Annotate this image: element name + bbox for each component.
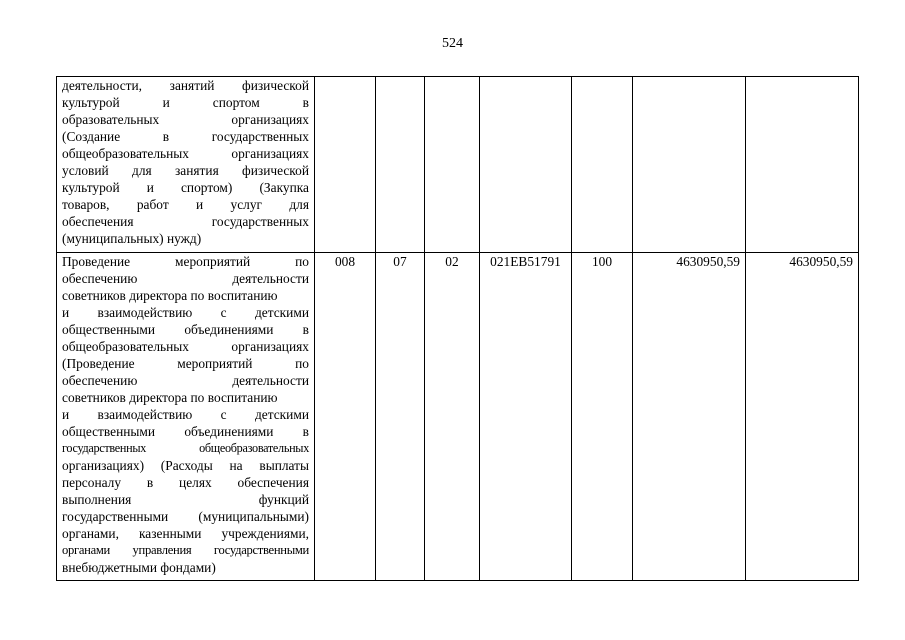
description-line: советников директора по воспитанию	[62, 288, 278, 303]
description-line: общественными объединениями в	[62, 322, 309, 337]
row-description	[57, 253, 315, 581]
section-code: 07	[376, 253, 425, 581]
description-line: персоналу в целях обеспечения	[62, 475, 309, 490]
description-line: обеспечению деятельности	[62, 271, 309, 286]
expense-type-code: 100	[572, 253, 633, 581]
description-line: внебюджетными фондами)	[62, 560, 216, 575]
budget-table	[56, 76, 859, 581]
description-line: органами, казенными учреждениями,	[62, 526, 309, 541]
subsection-code	[425, 77, 480, 253]
description-line: деятельности, занятий физической	[62, 78, 309, 93]
description-line: советников директора по воспитанию	[62, 390, 278, 405]
description-line: общеобразовательных организациях	[62, 339, 309, 354]
description-line: товаров, работ и услуг для	[62, 197, 309, 212]
amount-1	[633, 77, 746, 253]
description-line: общеобразовательных организациях	[62, 146, 309, 161]
table-row	[57, 77, 859, 253]
row-description	[57, 77, 315, 253]
target-article-code	[480, 77, 572, 253]
ministry-code: 008	[315, 253, 376, 581]
description-line: образовательных организациях	[62, 112, 309, 127]
description-line: органами управления государственными	[62, 543, 309, 557]
description-line: и взаимодействию с детскими	[62, 305, 309, 320]
description-line: (муниципальных) нужд)	[62, 231, 202, 246]
ministry-code	[315, 77, 376, 253]
expense-type-code	[572, 77, 633, 253]
subsection-code: 02	[425, 253, 480, 581]
description-line: организациях) (Расходы на выплаты	[62, 458, 309, 473]
amount-1: 4630950,59	[633, 253, 746, 581]
amount-2: 4630950,59	[746, 253, 859, 581]
description-line: общественными объединениями в	[62, 424, 309, 439]
description-line: обеспечению деятельности	[62, 373, 309, 388]
table-row	[57, 253, 859, 581]
description-line: Проведение мероприятий по	[62, 254, 309, 269]
description-line: обеспечения государственных	[62, 214, 309, 229]
page-number: 524	[442, 36, 463, 51]
description-line: государственных общеобразовательных	[62, 441, 309, 455]
description-line: и взаимодействию с детскими	[62, 407, 309, 422]
description-line: культурой и спортом) (Закупка	[62, 180, 309, 195]
description-line: государственными (муниципальными)	[62, 509, 309, 524]
section-code	[376, 77, 425, 253]
description-line: (Проведение мероприятий по	[62, 356, 309, 371]
target-article-code: 021EВ51791	[480, 253, 572, 581]
description-line: культурой и спортом в	[62, 95, 309, 110]
description-line: (Создание в государственных	[62, 129, 309, 144]
description-line: выполнения функций	[62, 492, 309, 507]
description-line: условий для занятия физической	[62, 163, 309, 178]
amount-2	[746, 77, 859, 253]
